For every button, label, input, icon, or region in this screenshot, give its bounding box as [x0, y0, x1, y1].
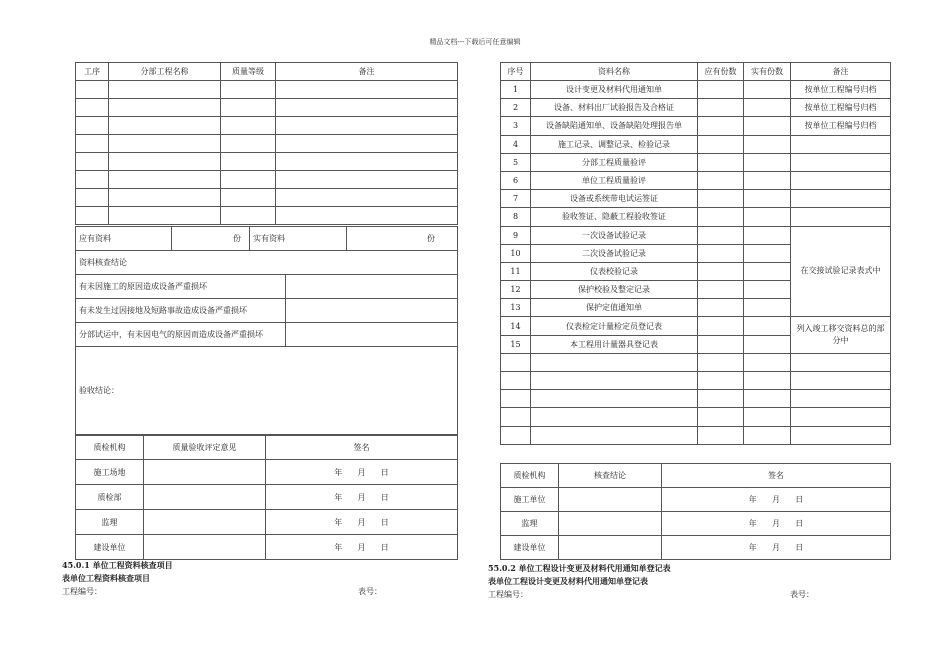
- empty-cell: [501, 353, 531, 371]
- empty-cell: [221, 99, 276, 117]
- row-no: 11: [501, 262, 531, 280]
- empty-cell: [744, 426, 791, 444]
- year-label: 年: [334, 542, 343, 552]
- should-have-unit: 份: [172, 227, 250, 251]
- row-should-count: [698, 335, 744, 353]
- empty-cell: [109, 153, 221, 171]
- year-label: 年: [334, 517, 343, 527]
- right-caption-1: 55.0.2 单位工程设计变更及材料代用通知单登记表: [488, 563, 671, 573]
- row-should-count: [698, 244, 744, 262]
- sign-date: [266, 460, 458, 485]
- row-no: 4: [501, 135, 531, 153]
- right-table-no: 表号：: [790, 590, 814, 599]
- empty-cell: [744, 353, 791, 371]
- row-should-count: [698, 99, 744, 117]
- row-should-count: [698, 317, 744, 335]
- year-label: 年: [748, 495, 757, 504]
- month-label: 月: [357, 492, 366, 502]
- row-should-count: [698, 135, 744, 153]
- row-remark: 按单位工程编号归档: [791, 99, 891, 117]
- month-label: 月: [772, 495, 780, 504]
- table-row: [501, 81, 891, 99]
- empty-row: [501, 408, 891, 426]
- row-actual-count: [744, 317, 791, 335]
- empty-row: [501, 353, 891, 371]
- empty-cell: [791, 408, 891, 426]
- sign-header-org: 质检机构: [76, 436, 144, 460]
- row-no: 14: [501, 317, 531, 335]
- sign-row-site: 施工场地: [76, 460, 144, 485]
- empty-cell: [276, 153, 458, 171]
- row-remark: 按单位工程编号归档: [791, 81, 891, 99]
- sign-row-owner: 建设单位: [76, 535, 144, 560]
- empty-cell: [109, 207, 221, 225]
- empty-cell: [276, 135, 458, 153]
- empty-cell: [531, 372, 698, 390]
- col-header-actual-count: 实有份数: [744, 63, 791, 81]
- sign-header-signature: 签名: [266, 436, 458, 460]
- row-should-count: [698, 262, 744, 280]
- sign-date: [266, 485, 458, 510]
- row-actual-count: [744, 299, 791, 317]
- col-header-remark: 备注: [276, 63, 458, 81]
- empty-cell: [698, 426, 744, 444]
- empty-cell: [76, 117, 109, 135]
- empty-cell: [221, 81, 276, 99]
- sign-date: [662, 488, 891, 512]
- row-material-name: 仪表检定计量检定员登记表: [531, 317, 698, 335]
- right-caption-2: 表单位工程设计变更及材料代用通知单登记表: [488, 576, 648, 586]
- month-label: 月: [357, 517, 366, 527]
- row-no: 1: [501, 81, 531, 99]
- empty-cell: [109, 171, 221, 189]
- row-actual-count: [744, 153, 791, 171]
- acceptance-conclusion: 验收结论：: [76, 347, 458, 435]
- empty-cell: [744, 390, 791, 408]
- year-label: 年: [748, 519, 757, 528]
- col-header-should-count: 应有份数: [698, 63, 744, 81]
- table-row: [501, 171, 891, 189]
- row-remark: [791, 190, 891, 208]
- row-no: 7: [501, 190, 531, 208]
- day-label: 日: [795, 543, 804, 552]
- row-material-name: 保护定值通知单: [531, 299, 698, 317]
- row-actual-count: [744, 81, 791, 99]
- row-material-name: 施工记录、调整记录、检验记录: [531, 135, 698, 153]
- row-material-name: 设计变更及材料代用通知单: [531, 81, 698, 99]
- empty-cell: [276, 171, 458, 189]
- day-label: 日: [380, 467, 389, 477]
- row-should-count: [698, 226, 744, 244]
- row-actual-count: [744, 171, 791, 189]
- empty-cell: [791, 372, 891, 390]
- row-material-name: 分部工程质量验评: [531, 153, 698, 171]
- row-no: 5: [501, 153, 531, 171]
- empty-cell: [276, 189, 458, 207]
- question-1: 有未因施工的原因造成设备严重损坏: [76, 275, 286, 299]
- empty-cell: [501, 408, 531, 426]
- col-header-process: 工序: [76, 63, 109, 81]
- row-should-count: [698, 190, 744, 208]
- empty-cell: [76, 99, 109, 117]
- month-label: 月: [357, 542, 366, 552]
- day-label: 日: [380, 542, 389, 552]
- table-row: [501, 117, 891, 135]
- month-label: 月: [772, 543, 780, 552]
- year-label: 年: [334, 492, 343, 502]
- sign-row-construction: 施工单位: [501, 488, 559, 512]
- empty-row: [76, 153, 458, 171]
- table-row: [501, 226, 891, 244]
- table-row: [501, 153, 891, 171]
- right-project-no: 工程编号：: [488, 590, 528, 599]
- empty-row: [501, 372, 891, 390]
- row-no: 8: [501, 208, 531, 226]
- merged-remark-handover: 列入竣工移交资料总的部分中: [791, 317, 891, 353]
- day-label: 日: [380, 517, 389, 527]
- empty-row: [501, 390, 891, 408]
- sign-header-opinion: 质量验收评定意见: [144, 436, 266, 460]
- sign-header-org: 质检机构: [501, 464, 559, 488]
- sign-header-conclusion: 核查结论: [559, 464, 662, 488]
- row-remark: [791, 208, 891, 226]
- empty-cell: [744, 372, 791, 390]
- empty-cell: [501, 390, 531, 408]
- empty-cell: [221, 207, 276, 225]
- row-no: 12: [501, 281, 531, 299]
- empty-cell: [501, 372, 531, 390]
- row-should-count: [698, 117, 744, 135]
- empty-cell: [76, 153, 109, 171]
- empty-row: [501, 426, 891, 444]
- col-header-no: 序号: [501, 63, 531, 81]
- empty-cell: [501, 426, 531, 444]
- row-material-name: 设备缺陷通知单、设备缺陷处理报告单: [531, 117, 698, 135]
- month-label: 月: [357, 467, 366, 477]
- empty-row: [76, 81, 458, 99]
- row-remark: [791, 153, 891, 171]
- row-material-name: 本工程用计量器具登记表: [531, 335, 698, 353]
- row-material-name: 验收签证、隐蔽工程验收签证: [531, 208, 698, 226]
- sign-row-qc: 质检部: [76, 485, 144, 510]
- row-remark: [791, 171, 891, 189]
- empty-cell: [698, 390, 744, 408]
- table-row: [501, 190, 891, 208]
- row-actual-count: [744, 99, 791, 117]
- left-materials-table: [75, 226, 458, 251]
- empty-cell: [744, 408, 791, 426]
- col-header-remark: 备注: [791, 63, 891, 81]
- row-should-count: [698, 171, 744, 189]
- row-no: 2: [501, 99, 531, 117]
- row-should-count: [698, 299, 744, 317]
- empty-cell: [698, 372, 744, 390]
- empty-row: [76, 189, 458, 207]
- row-remark: 按单位工程编号归档: [791, 117, 891, 135]
- empty-row: [76, 117, 458, 135]
- row-should-count: [698, 208, 744, 226]
- day-label: 日: [380, 492, 389, 502]
- row-should-count: [698, 153, 744, 171]
- empty-cell: [221, 189, 276, 207]
- empty-cell: [109, 189, 221, 207]
- row-material-name: 二次设备试验记录: [531, 244, 698, 262]
- col-header-quality: 质量等级: [221, 63, 276, 81]
- sign-row-owner: 建设单位: [501, 536, 559, 560]
- page-header-note: 精品文档---下载后可任意编辑: [429, 38, 521, 46]
- empty-cell: [276, 81, 458, 99]
- sign-row-supervision: 监理: [76, 510, 144, 535]
- row-material-name: 一次设备试验记录: [531, 226, 698, 244]
- row-actual-count: [744, 135, 791, 153]
- row-no: 15: [501, 335, 531, 353]
- empty-row: [76, 171, 458, 189]
- left-caption-1: 45.0.1 单位工程资料核查项目: [62, 560, 173, 570]
- day-label: 日: [795, 495, 804, 504]
- left-table-no: 表号：: [358, 587, 382, 596]
- table-row: [501, 208, 891, 226]
- empty-cell: [76, 189, 109, 207]
- empty-cell: [221, 171, 276, 189]
- row-actual-count: [744, 208, 791, 226]
- empty-cell: [531, 426, 698, 444]
- table-row: [501, 135, 891, 153]
- row-material-name: 仪表校验记录: [531, 262, 698, 280]
- col-header-material-name: 资料名称: [531, 63, 698, 81]
- left-questions-table: [75, 250, 458, 435]
- actual-have-unit: 份: [347, 227, 458, 251]
- month-label: 月: [772, 519, 780, 528]
- empty-cell: [109, 81, 221, 99]
- sign-date: [266, 510, 458, 535]
- empty-cell: [531, 408, 698, 426]
- row-should-count: [698, 81, 744, 99]
- row-no: 3: [501, 117, 531, 135]
- row-no: 10: [501, 244, 531, 262]
- left-top-table: [75, 62, 458, 225]
- row-no: 13: [501, 299, 531, 317]
- empty-cell: [221, 153, 276, 171]
- merged-remark-test-records: 在交接试验记录表式中: [791, 226, 891, 317]
- row-material-name: 保护校验及整定记录: [531, 281, 698, 299]
- empty-row: [76, 207, 458, 225]
- empty-cell: [276, 117, 458, 135]
- row-no: 6: [501, 171, 531, 189]
- year-label: 年: [748, 543, 757, 552]
- right-register-table: [500, 62, 891, 445]
- sign-date: [662, 536, 891, 560]
- empty-cell: [791, 426, 891, 444]
- row-actual-count: [744, 117, 791, 135]
- right-signature-table: [500, 463, 891, 560]
- row-actual-count: [744, 281, 791, 299]
- empty-cell: [791, 353, 891, 371]
- row-material-name: 设备或系统带电试运签证: [531, 190, 698, 208]
- empty-cell: [276, 207, 458, 225]
- empty-row: [76, 135, 458, 153]
- check-conclusion-label: 资料核查结论: [76, 251, 458, 275]
- left-caption-2: 表单位工程资料核查项目: [62, 573, 150, 583]
- empty-cell: [276, 99, 458, 117]
- row-remark: [791, 135, 891, 153]
- empty-cell: [109, 99, 221, 117]
- row-should-count: [698, 281, 744, 299]
- empty-cell: [221, 135, 276, 153]
- row-actual-count: [744, 262, 791, 280]
- question-2: 有未发生过因接地及短路事故造成设备严重损坏: [76, 299, 286, 323]
- col-header-subproject: 分部工程名称: [109, 63, 221, 81]
- day-label: 日: [795, 519, 804, 528]
- empty-cell: [76, 207, 109, 225]
- left-project-no: 工程编号：: [62, 587, 102, 596]
- table-row: [501, 99, 891, 117]
- sign-date: [266, 535, 458, 560]
- empty-cell: [109, 117, 221, 135]
- row-material-name: 单位工程质量验评: [531, 171, 698, 189]
- table-row: [501, 317, 891, 335]
- empty-cell: [76, 81, 109, 99]
- actual-have-label: 实有资料: [250, 227, 347, 251]
- empty-cell: [531, 353, 698, 371]
- should-have-label: 应有资料: [76, 227, 172, 251]
- empty-cell: [698, 408, 744, 426]
- left-signature-table: [75, 435, 458, 560]
- empty-cell: [791, 390, 891, 408]
- row-actual-count: [744, 226, 791, 244]
- row-actual-count: [744, 244, 791, 262]
- question-3: 分部试运中，有未因电气的原因而造成设备严重损坏: [76, 323, 286, 347]
- sign-row-supervision: 监理: [501, 512, 559, 536]
- empty-cell: [698, 353, 744, 371]
- sign-header-signature: 签名: [662, 464, 891, 488]
- empty-cell: [531, 390, 698, 408]
- empty-cell: [109, 135, 221, 153]
- row-no: 9: [501, 226, 531, 244]
- empty-cell: [76, 135, 109, 153]
- empty-row: [76, 99, 458, 117]
- row-actual-count: [744, 335, 791, 353]
- row-actual-count: [744, 190, 791, 208]
- sign-date: [662, 512, 891, 536]
- empty-cell: [76, 171, 109, 189]
- year-label: 年: [334, 467, 343, 477]
- empty-cell: [221, 117, 276, 135]
- row-material-name: 设备、材料出厂试验报告及合格证: [531, 99, 698, 117]
